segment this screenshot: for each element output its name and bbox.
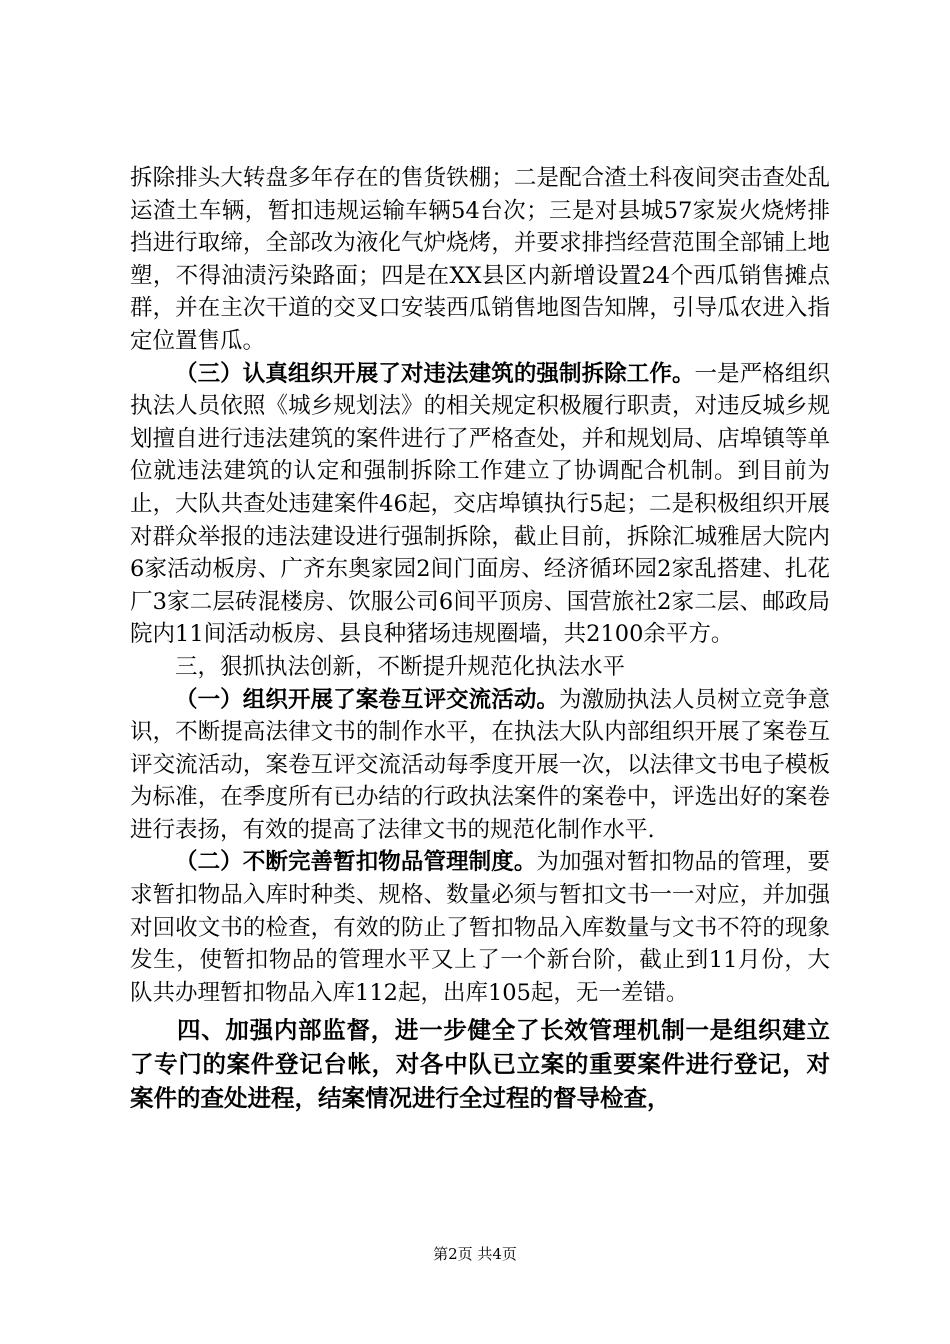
paragraph-seized-items — [130, 846, 830, 1009]
document-body — [130, 162, 830, 1115]
paragraph-heading: （二）不断完善暂扣物品管理制度。 — [175, 849, 537, 876]
paragraph-text: 为加强对暂扣物品的管理，要求暂扣物品入库时种类、规格、数量必须与暂扣文书一一对应，并加强对回收文书的检查，有效的防止了暂扣物品入库数量与文书不符的现象发生，使暂扣物品的管理水平又上了一个新台阶，截止到11月份，大队共办理暂扣物品入库112起，出库105起，无一差错。 — [130, 849, 830, 1006]
paragraph-text: 一是严格组织执法人员依照《城乡规划法》的相关规定积极履行职责，对违反城乡规划擅自进行违法建筑的案件进行了严格查处，并和规划局、店埠镇等单位就违法建筑的认定和强制拆除工作建立了协调配合机制。到目前为止，大队共查处违建案件46起，交店埠镇执行5起；二是积极组织开展对群众举报的违法建设进行强制拆除，截止目前，拆除汇城雅居大院内6家活动板房、广齐东奥家园2间门面房、经济循环园2家乱搭建、扎花厂3家二层砖混楼房、饮服公司6间平顶房、国营旅社2家二层、邮政局院内11间活动板房、县良种猪场违规圈墙，共2100余平方。 — [130, 360, 830, 648]
section-heading-four — [130, 1013, 830, 1115]
page-number: 第2页 共4页 — [433, 1245, 517, 1263]
section-heading-text: 三，狠抓执法创新，不断提升规范化执法水平 — [175, 653, 626, 680]
page-footer — [0, 1244, 950, 1264]
paragraph-continuation — [130, 162, 830, 358]
paragraph-heading: （一）组织开展了案卷互评交流活动。 — [175, 686, 559, 713]
paragraph-text: 为激励执法人员树立竞争意识，不断提高法律文书的制作水平，在执法大队内部组织开展了案卷互评交流活动，案卷互评交流活动每季度开展一次，以法律文书电子模板为标准，在季度所有已办结的行政执法案件的案卷中，评选出好的案卷进行表扬，有效的提高了法律文书的规范化制作水平. — [130, 686, 830, 843]
paragraph-text: 拆除排头大转盘多年存在的售货铁棚；二是配合渣土科夜间突击查处乱运渣土车辆，暂扣违规运输车辆54台次；三是对县城57家炭火烧烤排挡进行取缔，全部改为液化气炉烧烤，并要求排挡经营范围全部铺上地塑，不得油渍污染路面；四是在XX县区内新增设置24个西瓜销售摊点群，并在主次干道的交叉口安装西瓜销售地图告知牌，引导瓜农进入指定位置售瓜。 — [130, 165, 830, 354]
paragraph-heading: （三）认真组织开展了对违法建筑的强制拆除工作。 — [175, 360, 695, 387]
paragraph-case-review — [130, 684, 830, 847]
section-heading-three — [130, 651, 830, 684]
section-heading-text: 四、加强内部监督，进一步健全了长效管理机制一是组织建立了专门的案件登记台帐，对各中队已立案的重要案件进行登记，对案件的查处进程，结案情况进行全过程的督导检查， — [130, 1016, 830, 1113]
paragraph-demolition — [130, 358, 830, 651]
